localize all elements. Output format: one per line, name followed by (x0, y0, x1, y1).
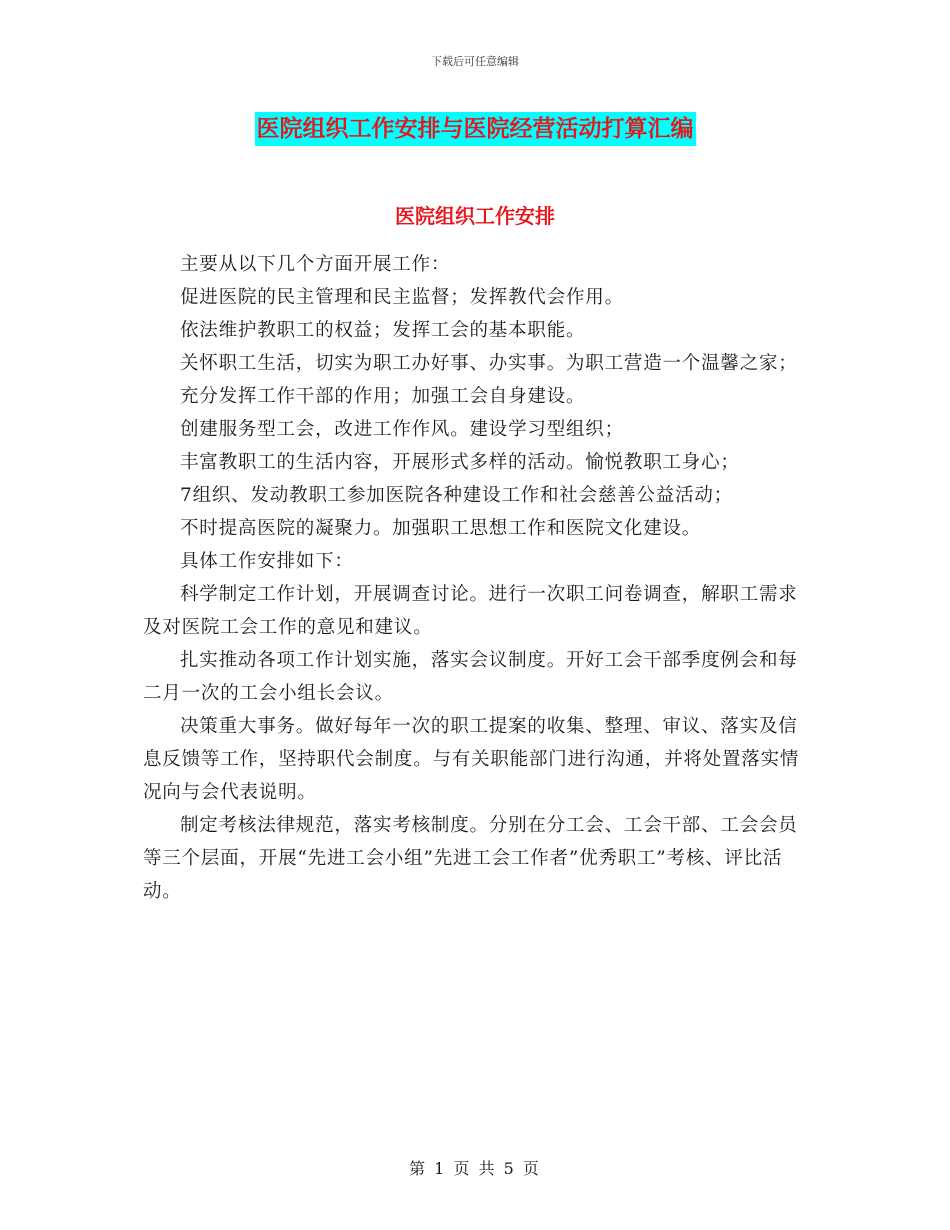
page-number-footer: 第 1 页 共 5 页 (409, 1159, 541, 1178)
page-header-note: 下载后可任意编辑 (431, 55, 519, 68)
body-paragraph: 创建服务型工会，改进工作作风。建设学习型组织； (180, 419, 624, 440)
body-paragraph: 依法维护教职工的权益；发挥工会的基本职能。 (180, 320, 586, 341)
body-paragraph: 决策重大事务。做好每年一次的职工提案的收集、整理、审议、落实及信息反馈等工作，坚持职代会制度。与有关职能部门进行沟通，并将处置落实情况向与会代表说明。 (143, 716, 800, 803)
body-paragraph: 科学制定工作计划，开展调查讨论。进行一次职工问卷调查，解职工需求及对医院工会工作的意见和建议。 (143, 584, 798, 638)
body-paragraph: 关怀职工生活，切实为职工办好事、办实事。为职工营造一个温馨之家； (180, 353, 798, 374)
document-title-container (0, 112, 950, 146)
body-paragraph: 促进医院的民主管理和民主监督；发挥教代会作用。 (180, 287, 624, 308)
body-paragraph: 主要从以下几个方面开展工作： (180, 254, 451, 275)
body-paragraph: 7组织、发动教职工参加医院各种建设工作和社会慈善公益活动； (180, 485, 733, 506)
body-paragraph: 不时提高医院的凝聚力。加强职工思想工作和医院文化建设。 (180, 518, 702, 539)
body-paragraph: 具体工作安排如下： (180, 551, 354, 572)
body-paragraph: 充分发挥工作干部的作用；加强工会自身建设。 (180, 386, 586, 407)
body-paragraph: 丰富教职工的生活内容，开展形式多样的活动。愉悦教职工身心； (180, 452, 740, 473)
body-paragraph: 制定考核法律规范，落实考核制度。分别在分工会、工会干部、工会会员等三个层面，开展“先进工会小组”先进工会工作者”优秀职工”考核、评比活动。 (143, 815, 798, 902)
section-title: 医院组织工作安排 (395, 204, 555, 228)
document-body (143, 248, 803, 908)
body-paragraph: 扎实推动各项工作计划实施，落实会议制度。开好工会干部季度例会和每二月一次的工会小组长会议。 (143, 650, 798, 704)
document-title: 医院组织工作安排与医院经营活动打算汇编 (255, 112, 696, 146)
